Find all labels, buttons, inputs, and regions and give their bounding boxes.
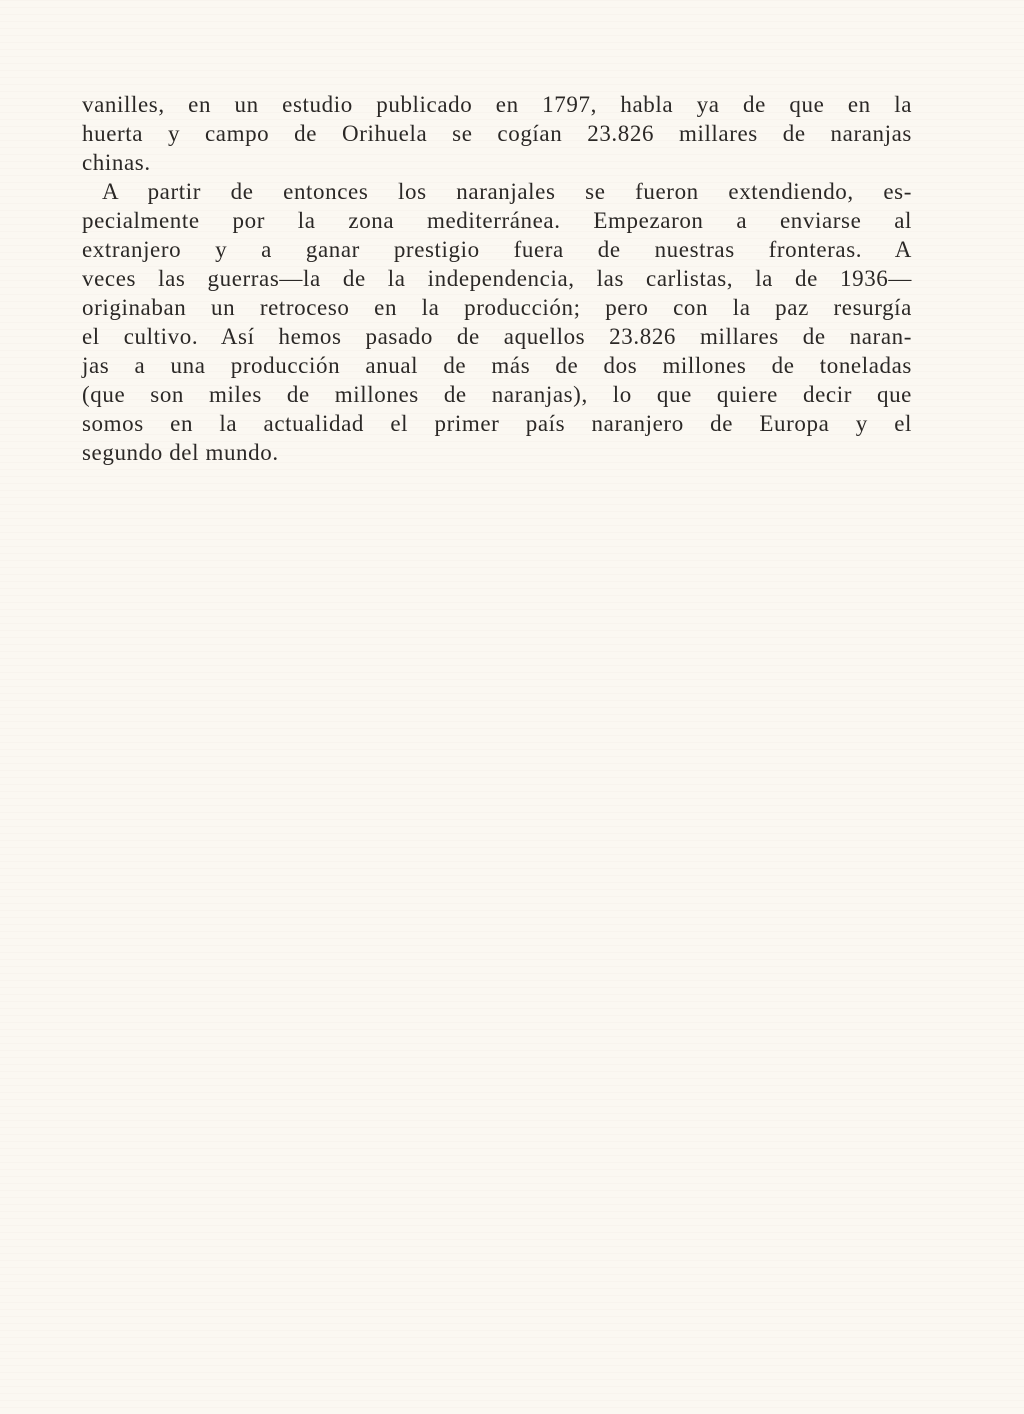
text-line-3: chinas. bbox=[82, 150, 151, 175]
text-line-1: vanilles, en un estudio publicado en 1797, habla ya de que en la bbox=[82, 92, 912, 117]
text-line-7: veces las guerras—la de la independencia, las carlistas, la de 1936— bbox=[82, 266, 912, 291]
text-line-10: jas a una producción anual de más de dos millones de toneladas bbox=[82, 353, 912, 378]
text-line-9: el cultivo. Así hemos pasado de aquellos 23.826 millares de naran- bbox=[82, 324, 912, 349]
text-line-13: segundo del mundo. bbox=[82, 440, 279, 465]
text-line-2: huerta y campo de Orihuela se cogían 23.826 millares de naranjas bbox=[82, 121, 912, 146]
text-line-6: extranjero y a ganar prestigio fuera de nuestras fronteras. A bbox=[82, 237, 912, 262]
text-line-4: A partir de entonces los naranjales se fueron extendiendo, es- bbox=[102, 179, 912, 204]
text-line-11: (que son miles de millones de naranjas), lo que quiere decir que bbox=[82, 382, 912, 407]
body-text bbox=[82, 90, 912, 467]
text-line-5: pecialmente por la zona mediterránea. Empezaron a enviarse al bbox=[82, 208, 912, 233]
text-line-12: somos en la actualidad el primer país naranjero de Europa y el bbox=[82, 411, 912, 436]
text-line-8: originaban un retroceso en la producción; pero con la paz resurgía bbox=[82, 295, 912, 320]
